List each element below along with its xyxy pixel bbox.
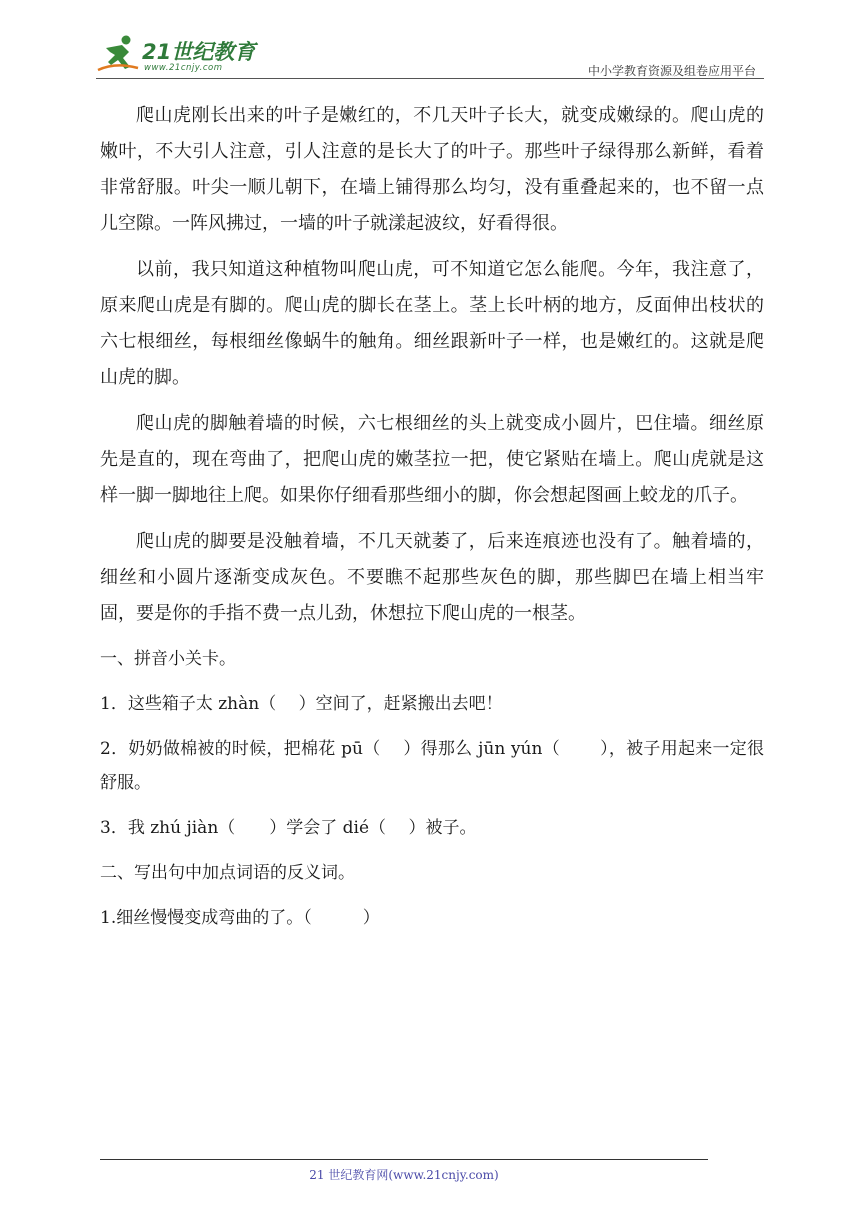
runner-icon [96, 34, 140, 74]
site-name: 中小学教育资源及组卷应用平台 [587, 64, 756, 78]
question-1: 1．这些箱子太 zhàn（ ）空间了，赶紧搬出去吧！ [100, 694, 503, 714]
question-3: 3．我 zhú jiàn（ ）学会了 dié（ ）被子。 [100, 818, 477, 838]
footer-text: 21 世纪教育网(www.21cnjy.com) [309, 1168, 499, 1182]
logo-url: www.21cnjy.com [144, 63, 223, 73]
section-heading-antonyms: 二、写出句中加点词语的反义词。 [100, 863, 355, 883]
passage-paragraph-3: 爬山虎的脚触着墙的时候，六七根细丝的头上就变成小圆片，巴住墙。细丝原先是直的，现在弯曲了，把爬山虎的嫩茎拉一把，使它紧贴在墙上。爬山虎就是这样一脚一脚地往上爬。如果你仔细看那些细小的脚，你会想起图画上蛟龙的爪子。 [100, 413, 764, 506]
site-logo[interactable] [96, 32, 266, 78]
section-heading-pinyin: 一、拼音小关卡。 [100, 649, 236, 669]
document-body [100, 98, 764, 946]
passage-paragraph-2: 以前，我只知道这种植物叫爬山虎，可不知道它怎么能爬。今年，我注意了，原来爬山虎是有脚的。爬山虎的脚长在茎上。茎上长叶柄的地方，反面伸出枝状的六七根细丝，每根细丝像蜗牛的触角。细丝跟新叶子一样，也是嫩红的。这就是爬山虎的脚。 [100, 259, 764, 388]
passage-paragraph-1: 爬山虎刚长出来的叶子是嫩红的，不几天叶子长大，就变成嫩绿的。爬山虎的嫩叶，不大引人注意，引人注意的是长大了的叶子。那些叶子绿得那么新鲜，看着非常舒服。叶尖一顺儿朝下，在墙上铺得那么均匀，没有重叠起来的，也不留一点儿空隙。一阵风拂过，一墙的叶子就漾起波纹，好看得很。 [100, 105, 764, 234]
page-header [96, 32, 764, 80]
footer-divider [100, 1159, 708, 1160]
passage-paragraph-4: 爬山虎的脚要是没触着墙，不几天就萎了，后来连痕迹也没有了。触着墙的，细丝和小圆片逐渐变成灰色。不要瞧不起那些灰色的脚，那些脚巴在墙上相当牢固，要是你的手指不费一点儿劲，休想拉下爬山虎的一根茎。 [100, 531, 764, 624]
logo-text: 21世纪教育 [142, 40, 256, 64]
antonym-question-1: 1.细丝慢慢变成弯曲的了。（ ） [100, 908, 380, 928]
question-2: 2．奶奶做棉被的时候，把棉花 pū（ ）得那么 jūn yún（ ），被子用起来一定很舒服。 [100, 739, 764, 793]
header-divider [96, 78, 764, 79]
